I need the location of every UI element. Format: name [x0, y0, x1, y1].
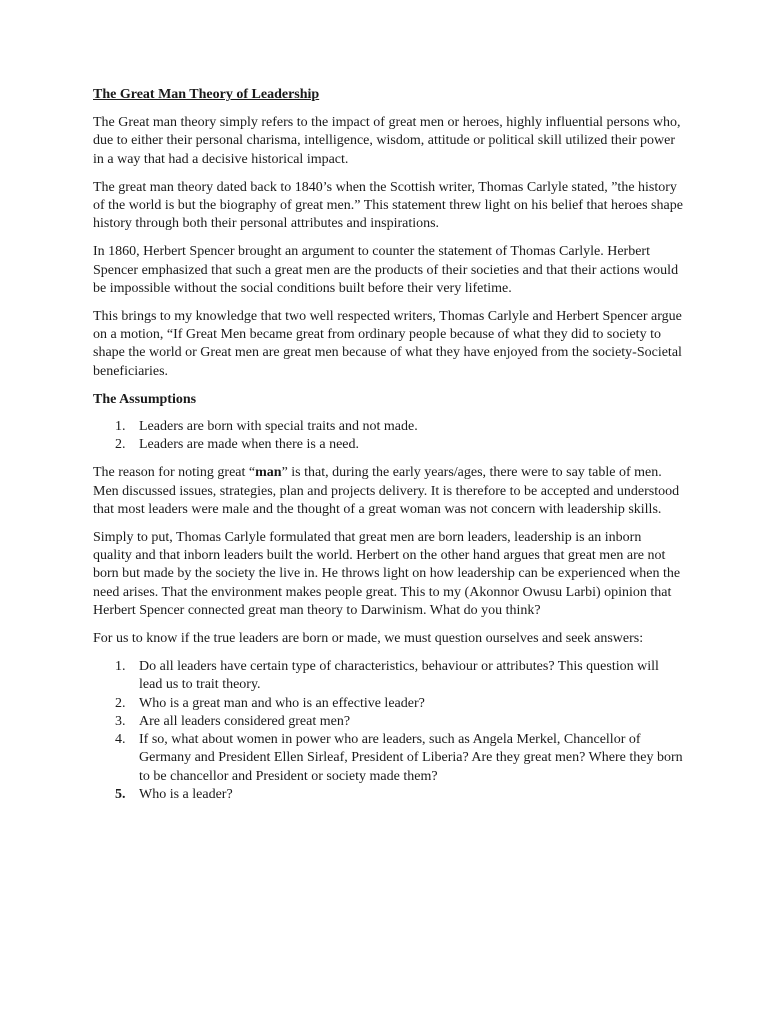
list-item: [93, 731, 683, 786]
list-item: [93, 786, 683, 804]
questions-list: [93, 658, 683, 804]
list-item-text: Who is a great man and who is an effective leader?: [139, 695, 425, 711]
paragraph-carlyle: The great man theory dated back to 1840’s when the Scottish writer, Thomas Carlyle stated, ”the history of the world is but the biography of great men.” This statement threw light on his belief that heroes shape history through both their personal attributes and inspirations.: [93, 179, 683, 232]
list-number: 3.: [115, 713, 126, 729]
list-number: 2.: [115, 695, 126, 711]
paragraph-born-or-made: Simply to put, Thomas Carlyle formulated that great men are born leaders, leadership is an inborn quality and that inborn leaders built the world. Herbert on the other hand argues that great men are not born but made by the society the live in. He throws light on how leadership can be experienced when the need arises. That the environment makes people great. This to my (Akonnor Owusu Larbi) opinion that Herbert Spencer connected great man theory to Darwinism. What do you think?: [93, 530, 681, 618]
list-item: [93, 436, 683, 454]
list-item: [93, 713, 683, 731]
assumptions-heading: The Assumptions: [93, 391, 197, 407]
list-item-text: Leaders are made when there is a need.: [139, 437, 359, 453]
reason-text-before: The reason for noting great “: [93, 465, 256, 481]
list-number: 4.: [115, 732, 126, 748]
list-item-text: Do all leaders have certain type of characteristics, behaviour or attributes? This question will lead us to trait theory.: [139, 659, 659, 693]
list-item-text: Are all leaders considered great men?: [139, 713, 351, 729]
paragraph-great-man-reason: [93, 464, 683, 519]
list-item-text: Who is a leader?: [139, 786, 233, 802]
paragraph-intro: The Great man theory simply refers to the impact of great men or heroes, highly influential persons who, due to either their personal charisma, intelligence, wisdom, attitude or political skill utilized their power in a way that had a decisive historical impact.: [93, 115, 681, 167]
document-page: [93, 86, 683, 814]
paragraph-questions-intro: For us to know if the true leaders are born or made, we must question ourselves and seek answers:: [93, 631, 644, 647]
list-item: [93, 695, 683, 713]
list-number: 5.: [115, 786, 126, 802]
list-number: 1.: [115, 419, 126, 435]
paragraph-motion: This brings to my knowledge that two well respected writers, Thomas Carlyle and Herbert Spencer argue on a motion, “If Great Men became great from ordinary people because of what they did to society to shape the world or Great men are great men because of what they have enjoyed from the society-Societal beneficiaries.: [93, 309, 682, 379]
reason-bold-word: man: [255, 465, 282, 481]
list-number: 2.: [115, 437, 126, 453]
paragraph-spencer: In 1860, Herbert Spencer brought an argument to counter the statement of Thomas Carlyle. Herbert Spencer emphasized that such a great men are the products of their societies and that their actions would be impossible without the social conditions built before their very lifetime.: [93, 244, 679, 296]
list-item: [93, 658, 683, 694]
list-item-text: Leaders are born with special traits and not made.: [139, 419, 418, 435]
document-title: The Great Man Theory of Leadership: [93, 87, 320, 102]
list-item-text: If so, what about women in power who are leaders, such as Angela Merkel, Chancellor of Germany and President Ellen Sirleaf, President of Liberia? Are they great men? Where they born to be chancellor and President or society made them?: [139, 732, 683, 784]
reason-text-after: ” is that, during the early years/ages, there were to say table of men. Men discussed issues, strategies, plan and projects delivery. It is therefore to be accepted and understood that most leaders were male and the thought of a great woman was not concern with leadership skills.: [93, 465, 680, 517]
assumptions-list: [93, 418, 683, 454]
list-number: 1.: [115, 659, 126, 675]
list-item: [93, 418, 683, 436]
